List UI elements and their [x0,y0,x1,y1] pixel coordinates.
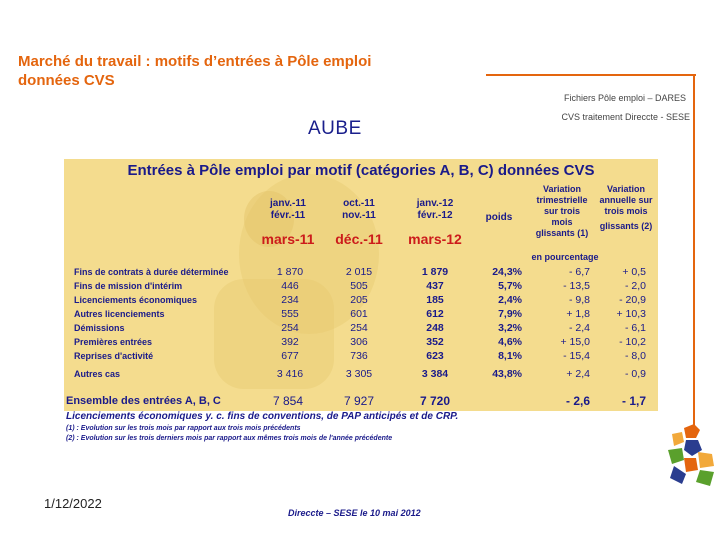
total-period-2: 7 927 [343,394,375,408]
total-period-1: 7 854 [272,394,304,408]
region-title: AUBE [308,118,362,139]
total-row [64,392,658,410]
table-row: Autres licenciements 555 601 612 7,9% + 1,8 + 10,3 [74,308,646,320]
accent-rule-horizontal [486,74,696,76]
col-header-period-2-label: déc.-11 [335,231,383,247]
title-line-2: données CVS [18,72,115,89]
note-line-3: (2) : Evolution sur les trois derniers mois par rapport aux mêmes trois mois de l'année précédente [66,435,393,442]
table-row: Licenciements économiques 234 205 185 2,4% - 9,8 - 20,9 [74,294,646,306]
source-line-2: CVS traitement Direccte - SESE [561,112,690,122]
col-header-period-1-label: mars-11 [261,231,315,247]
table-row: Premières entrées 392 306 352 4,6% + 15,0 - 10,2 [74,336,646,348]
col-header-poids: poids [485,212,513,223]
table-row: Reprises d'activité 677 736 623 8,1% - 15,4 - 8,0 [74,350,646,362]
col-header-var-annuelle: Variation annuelle sur trois mois glissants (2) [599,184,653,231]
footer-credit: Direccte – SESE le 10 mai 2012 [288,508,421,518]
total-period-3: 7 720 [419,394,451,408]
slide-date: 1/12/2022 [44,496,102,511]
col-header-period-3: janv.-12 févr.-12 [416,198,454,221]
table-row: Autres cas 3 416 3 305 3 384 43,8% + 2,4 - 0,9 [74,368,646,380]
table-row: Fins de contrats à durée déterminée 1 870 2 015 1 879 24,3% - 6,7 + 0,5 [74,266,646,278]
region-map-logo-icon [662,420,720,500]
total-label: Ensemble des entrées A, B, C [66,395,221,407]
table-row: Démissions 254 254 248 3,2% - 2,4 - 6,1 [74,322,646,334]
table-title: Entrées à Pôle emploi par motif (catégories A, B, C) données CVS [127,162,595,179]
col-header-period-3-label: mars-12 [408,231,462,247]
source-line-1: Fichiers Pôle emploi – DARES [563,93,686,103]
title-line-1: Marché du travail : motifs d’entrées à Pôle emploi [18,53,372,70]
col-header-var-trimestrielle: Variation trimestrielle sur trois mois glissants (1) [535,184,589,238]
note-line-1: Licenciements économiques y. c. fins de conventions, de PAP anticipés et de CRP. [66,411,459,422]
col-header-period-1: janv.-11 févr.-11 [270,198,306,221]
unit-note: en pourcentage [531,252,599,262]
col-header-period-2: oct.-11 nov.-11 [342,198,376,221]
note-line-2: (1) : Evolution sur les trois mois par rapport aux trois mois précédents [66,425,301,432]
page-title [18,52,478,90]
total-var1: - 2,6 [565,394,590,408]
total-var2: - 1,7 [621,394,646,408]
table-row: Fins de mission d'intérim 446 505 437 5,7% - 13,5 - 2,0 [74,280,646,292]
